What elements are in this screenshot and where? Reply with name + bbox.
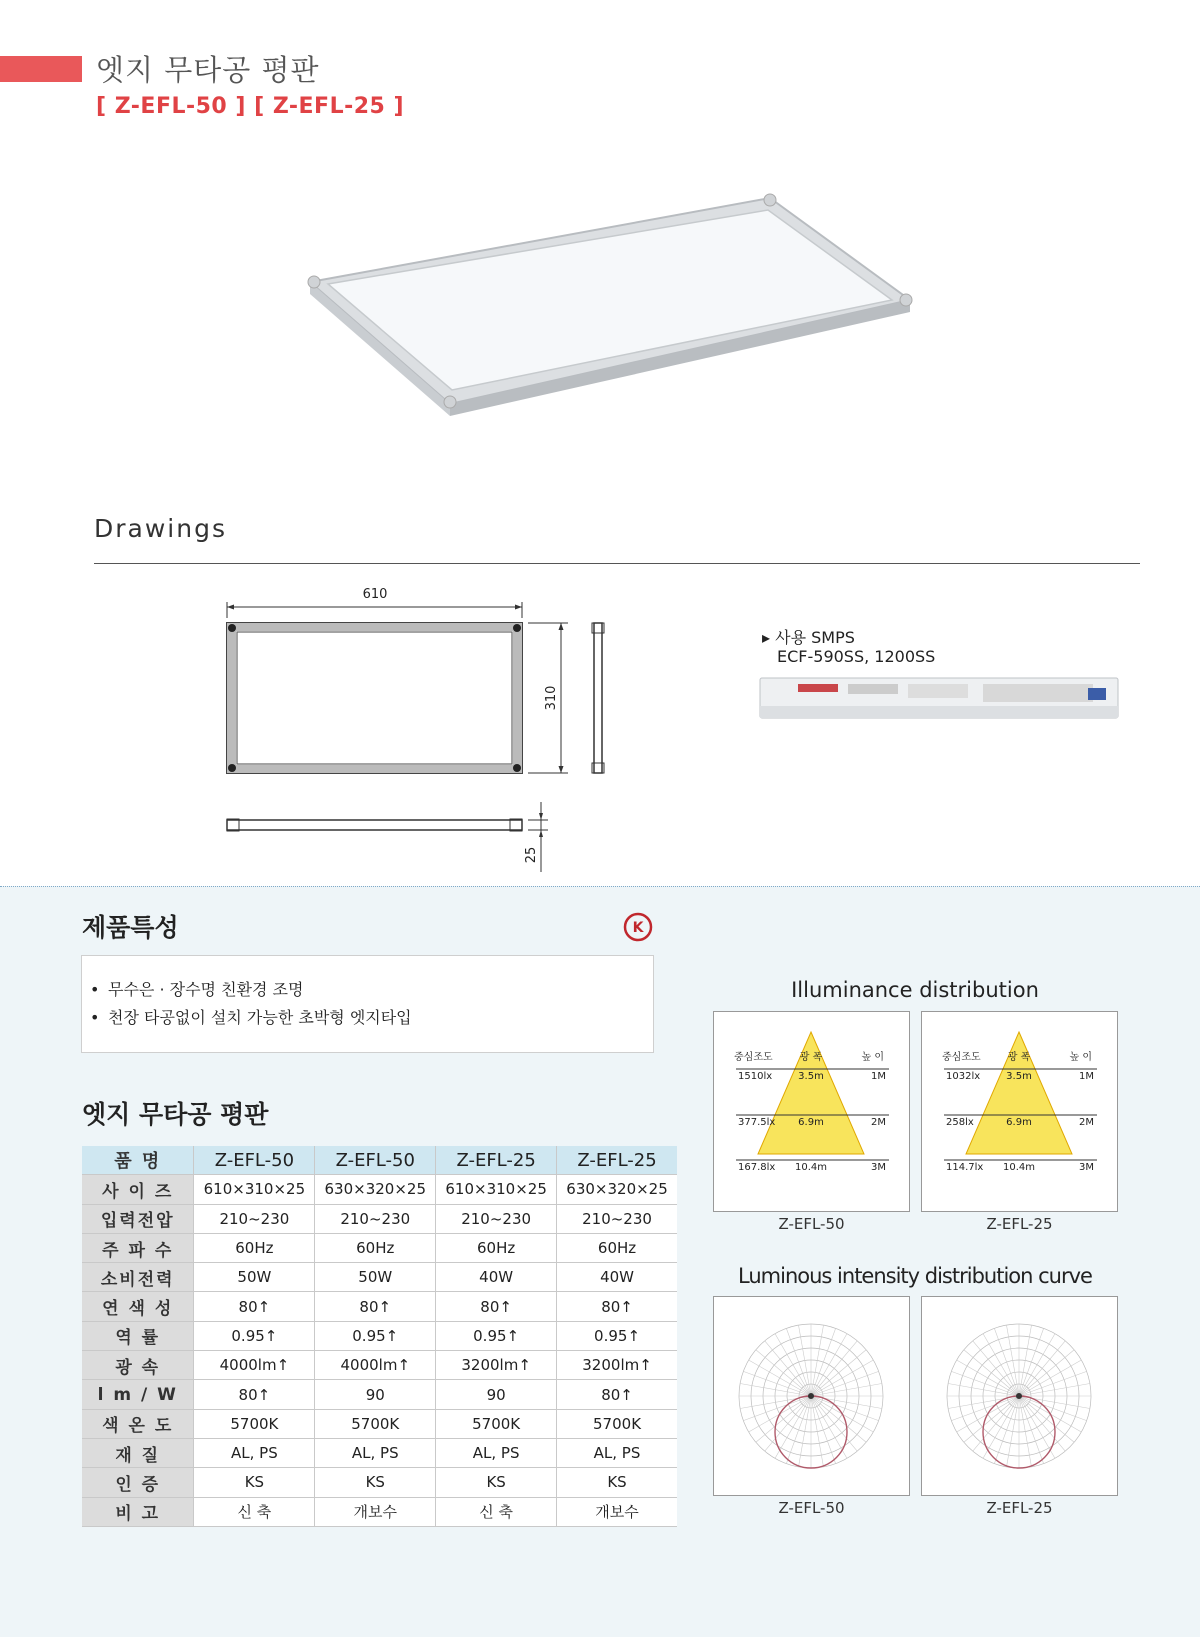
- row-cell: 3200lm↑: [436, 1351, 557, 1380]
- drawings-heading: Drawings: [94, 514, 227, 543]
- table-row: [82, 1321, 677, 1350]
- page-title: 엣지 무타공 평판: [96, 53, 320, 87]
- lux-value: 167.8lx: [738, 1162, 776, 1173]
- row-cell: 80↑: [557, 1380, 677, 1409]
- polar-center: [808, 1393, 814, 1399]
- polar-center: [1016, 1393, 1022, 1399]
- row-label: 색 온 도: [82, 1409, 194, 1438]
- dimension-height: 310: [544, 685, 559, 711]
- row-cell: 5700K: [194, 1409, 315, 1438]
- spec-heading: 엣지 무타공 평판: [82, 1100, 269, 1129]
- row-cell: 3200lm↑: [557, 1351, 677, 1380]
- lux-value: 114.7lx: [946, 1162, 984, 1173]
- row-cell: 60Hz: [557, 1233, 677, 1262]
- row-cell: 5700K: [315, 1409, 436, 1438]
- row-label: l m / W: [82, 1380, 194, 1409]
- row-cell: 40W: [557, 1263, 677, 1292]
- dimension-drawing: [210, 580, 610, 880]
- lux-value: 377.5lx: [738, 1117, 776, 1128]
- row-cell: 60Hz: [194, 1233, 315, 1262]
- beam-width-value: 3.5m: [1006, 1071, 1032, 1082]
- row-cell: 5700K: [557, 1409, 677, 1438]
- table-row: [82, 1380, 677, 1409]
- model-codes: [ Z-EFL-50 ] [ Z-EFL-25 ]: [96, 94, 405, 119]
- table-row: [82, 1233, 677, 1262]
- row-cell: 60Hz: [436, 1233, 557, 1262]
- row-cell: 50W: [315, 1263, 436, 1292]
- row-label: 인 증: [82, 1468, 194, 1497]
- header-model: Z-EFL-50: [194, 1146, 315, 1175]
- table-row: [82, 1497, 677, 1526]
- row-cell: 0.95↑: [194, 1321, 315, 1350]
- svg-text:K: K: [632, 920, 644, 936]
- features-heading: 제품특성: [82, 913, 179, 942]
- beam-width-value: 3.5m: [798, 1071, 824, 1082]
- table-row: [82, 1175, 677, 1204]
- row-cell: 60Hz: [315, 1233, 436, 1262]
- product-image: [300, 190, 920, 430]
- row-cell: 210~230: [315, 1204, 436, 1233]
- feature-text: 천장 타공없이 설치 가능한 초박형 엣지타입: [108, 1008, 412, 1027]
- row-cell: 610×310×25: [194, 1175, 315, 1204]
- height-value: 3M: [871, 1162, 886, 1173]
- illuminance-caption-2: Z-EFL-25: [986, 1215, 1053, 1233]
- row-cell: 0.95↑: [557, 1321, 677, 1350]
- row-cell: AL, PS: [436, 1438, 557, 1467]
- polar-chart-2: [921, 1296, 1118, 1496]
- row-label: 광 속: [82, 1351, 194, 1380]
- lux-value: 1032lx: [946, 1071, 981, 1082]
- row-cell: 4000lm↑: [194, 1351, 315, 1380]
- row-cell: 신 축: [194, 1497, 315, 1526]
- height-value: 1M: [871, 1071, 886, 1082]
- row-cell: 0.95↑: [436, 1321, 557, 1350]
- header-accent-bar: [0, 56, 82, 82]
- beam-label: 광 폭: [1007, 1052, 1031, 1063]
- features-box: [81, 955, 654, 1053]
- header-model: Z-EFL-25: [436, 1146, 557, 1175]
- polar-diagram: [714, 1297, 909, 1495]
- beam-label: 광 폭: [799, 1052, 823, 1063]
- illuminance-caption-1: Z-EFL-50: [778, 1215, 845, 1233]
- feature-text: 무수은 · 장수명 친환경 조명: [108, 980, 304, 999]
- illuminance-heading: Illuminance distribution: [791, 978, 1039, 1002]
- height-value: 2M: [1079, 1117, 1094, 1128]
- row-cell: 40W: [436, 1263, 557, 1292]
- polar-caption-2: Z-EFL-25: [986, 1499, 1053, 1517]
- center-label: 중심조도: [734, 1052, 773, 1063]
- height-value: 1M: [1079, 1071, 1094, 1082]
- row-cell: 신 축: [436, 1497, 557, 1526]
- lux-value: 1510lx: [738, 1071, 773, 1082]
- divider: [94, 563, 1140, 564]
- table-row: [82, 1409, 677, 1438]
- beam-width-value: 6.9m: [1006, 1117, 1032, 1128]
- dimension-depth: 25: [524, 846, 539, 864]
- beam-width-value: 6.9m: [798, 1117, 824, 1128]
- row-cell: 0.95↑: [315, 1321, 436, 1350]
- row-label: 역 률: [82, 1321, 194, 1350]
- beam-width-value: 10.4m: [1002, 1162, 1036, 1173]
- light-cone: [758, 1032, 864, 1154]
- light-cone: [966, 1032, 1072, 1154]
- polar-diagram: [922, 1297, 1117, 1495]
- row-cell: 80↑: [194, 1380, 315, 1409]
- illuminance-diagram: [922, 1012, 1117, 1211]
- ks-cert-icon: [622, 911, 654, 943]
- smps-label: ▸ 사용 SMPS: [762, 628, 855, 647]
- polar-caption-1: Z-EFL-50: [778, 1499, 845, 1517]
- table-row: [82, 1204, 677, 1233]
- height-label: 높 이: [861, 1052, 884, 1063]
- row-cell: KS: [194, 1468, 315, 1497]
- lux-value: 258lx: [946, 1117, 974, 1128]
- row-cell: 90: [436, 1380, 557, 1409]
- smps-image: [758, 676, 1123, 724]
- dimension-width: 610: [362, 587, 388, 602]
- illuminance-diagram: [714, 1012, 909, 1211]
- row-cell: 개보수: [315, 1497, 436, 1526]
- row-cell: 80↑: [194, 1292, 315, 1321]
- row-cell: KS: [557, 1468, 677, 1497]
- row-cell: 210~230: [557, 1204, 677, 1233]
- header-label: 품 명: [82, 1146, 194, 1175]
- row-cell: 630×320×25: [315, 1175, 436, 1204]
- spec-table: [82, 1146, 677, 1527]
- feature-item: • 천장 타공없이 설치 가능한 초박형 엣지타입: [90, 1008, 412, 1027]
- row-cell: AL, PS: [315, 1438, 436, 1467]
- header-model: Z-EFL-25: [557, 1146, 677, 1175]
- table-row: [82, 1263, 677, 1292]
- beam-width-value: 10.4m: [794, 1162, 828, 1173]
- polar-chart-1: [713, 1296, 910, 1496]
- height-label: 높 이: [1069, 1052, 1092, 1063]
- row-cell: 80↑: [436, 1292, 557, 1321]
- illuminance-chart-2: [921, 1011, 1118, 1212]
- row-cell: 630×320×25: [557, 1175, 677, 1204]
- row-cell: AL, PS: [557, 1438, 677, 1467]
- table-header-row: [82, 1146, 677, 1175]
- table-row: [82, 1292, 677, 1321]
- feature-item: • 무수은 · 장수명 친환경 조명: [90, 980, 304, 999]
- height-value: 2M: [871, 1117, 886, 1128]
- row-label: 사 이 즈: [82, 1175, 194, 1204]
- row-label: 재 질: [82, 1438, 194, 1467]
- row-cell: KS: [436, 1468, 557, 1497]
- row-cell: 210~230: [436, 1204, 557, 1233]
- row-cell: 80↑: [315, 1292, 436, 1321]
- row-cell: AL, PS: [194, 1438, 315, 1467]
- row-label: 연 색 성: [82, 1292, 194, 1321]
- table-row: [82, 1351, 677, 1380]
- row-label: 입력전압: [82, 1204, 194, 1233]
- row-cell: 개보수: [557, 1497, 677, 1526]
- center-label: 중심조도: [942, 1052, 981, 1063]
- header-model: Z-EFL-50: [315, 1146, 436, 1175]
- row-cell: 50W: [194, 1263, 315, 1292]
- row-cell: 210~230: [194, 1204, 315, 1233]
- row-label: 소비전력: [82, 1263, 194, 1292]
- luminous-heading: Luminous intensity distribution curve: [738, 1264, 1092, 1288]
- row-cell: 80↑: [557, 1292, 677, 1321]
- illuminance-chart-1: [713, 1011, 910, 1212]
- row-label: 비 고: [82, 1497, 194, 1526]
- row-cell: 610×310×25: [436, 1175, 557, 1204]
- row-label: 주 파 수: [82, 1233, 194, 1262]
- height-value: 3M: [1079, 1162, 1094, 1173]
- row-cell: KS: [315, 1468, 436, 1497]
- row-cell: 90: [315, 1380, 436, 1409]
- table-row: [82, 1468, 677, 1497]
- row-cell: 5700K: [436, 1409, 557, 1438]
- row-cell: 4000lm↑: [315, 1351, 436, 1380]
- table-row: [82, 1438, 677, 1467]
- smps-models: ECF-590SS, 1200SS: [777, 647, 936, 666]
